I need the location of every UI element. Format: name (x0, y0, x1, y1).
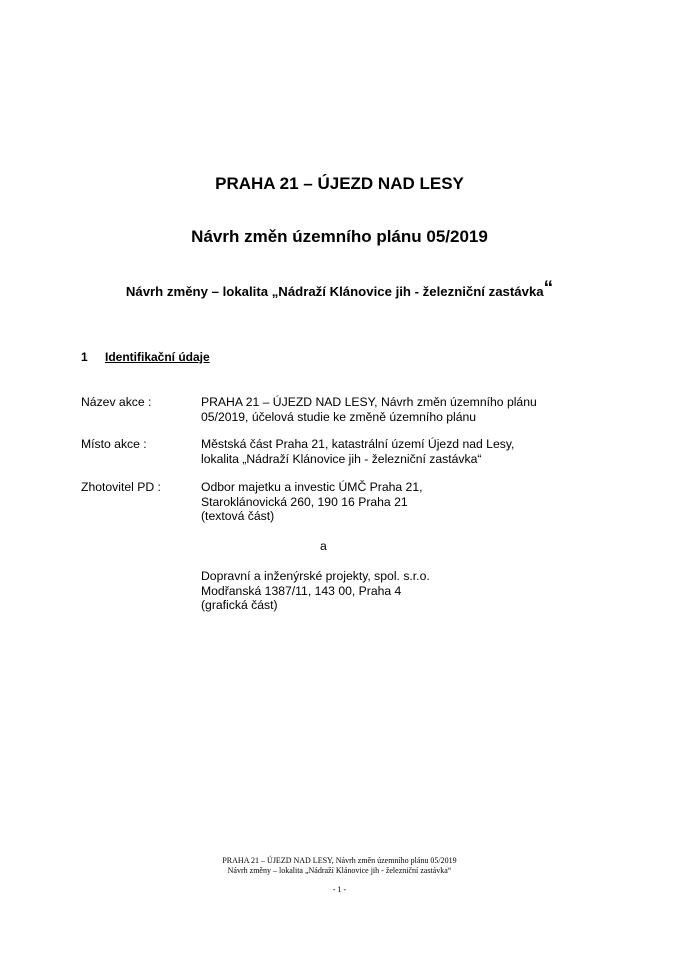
field-value-line: (grafická část) (201, 598, 278, 612)
field-value-zhotovitel (201, 480, 423, 524)
field-value-line: Modřanská 1387/11, 143 00, Praha 4 (201, 583, 402, 598)
field-label-misto-akce: Místo akce : (81, 437, 147, 451)
footer-line-1: PRAHA 21 – ÚJEZD NAD LESY, Návrh změn územního plánu 05/2019 (222, 856, 457, 865)
field-value-nazev-akce (201, 395, 537, 424)
contractor-2 (201, 569, 430, 613)
field-label-zhotovitel: Zhotovitel PD : (81, 480, 161, 494)
conjunction: a (320, 539, 327, 553)
document-title: PRAHA 21 – ÚJEZD NAD LESY (215, 174, 464, 193)
footer (0, 856, 679, 895)
field-label-nazev-akce: Název akce : (81, 395, 152, 409)
field-value-line: Odbor majetku a investic ÚMČ Praha 21, (201, 480, 423, 494)
field-value-line: Městská část Praha 21, katastrální území Újezd nad Lesy, (201, 437, 515, 451)
change-heading-closing-quote: “ (543, 278, 554, 299)
page-number: - 1 - (332, 885, 347, 894)
change-heading-text: Návrh změny – lokalita „Nádraží Klánovice jih - železniční zastávka (125, 284, 544, 299)
field-value-line: Dopravní a inženýrské projekty, spol. s.r.o. (201, 569, 430, 583)
field-value-line: 05/2019, účelová studie ke změně územního plánu (201, 409, 477, 424)
field-value-line: Staroklánovická 260, 190 16 Praha 21 (201, 494, 408, 509)
field-value-misto-akce (201, 437, 514, 466)
field-value-line: lokalita „Nádraží Klánovice jih - železniční zastávka“ (201, 451, 482, 466)
change-heading (0, 280, 679, 302)
field-value-line: (textová část) (201, 509, 275, 523)
section-title: Identifikační údaje (105, 350, 210, 364)
document-subtitle: Návrh změn územního plánu 05/2019 (191, 227, 488, 246)
field-value-line: PRAHA 21 – ÚJEZD NAD LESY, Návrh změn územního plánu (201, 395, 537, 409)
section-number: 1 (81, 350, 88, 364)
footer-line-2: Návrh změny – lokalita „Nádraží Klánovice jih - železniční zastávka“ (227, 866, 452, 875)
